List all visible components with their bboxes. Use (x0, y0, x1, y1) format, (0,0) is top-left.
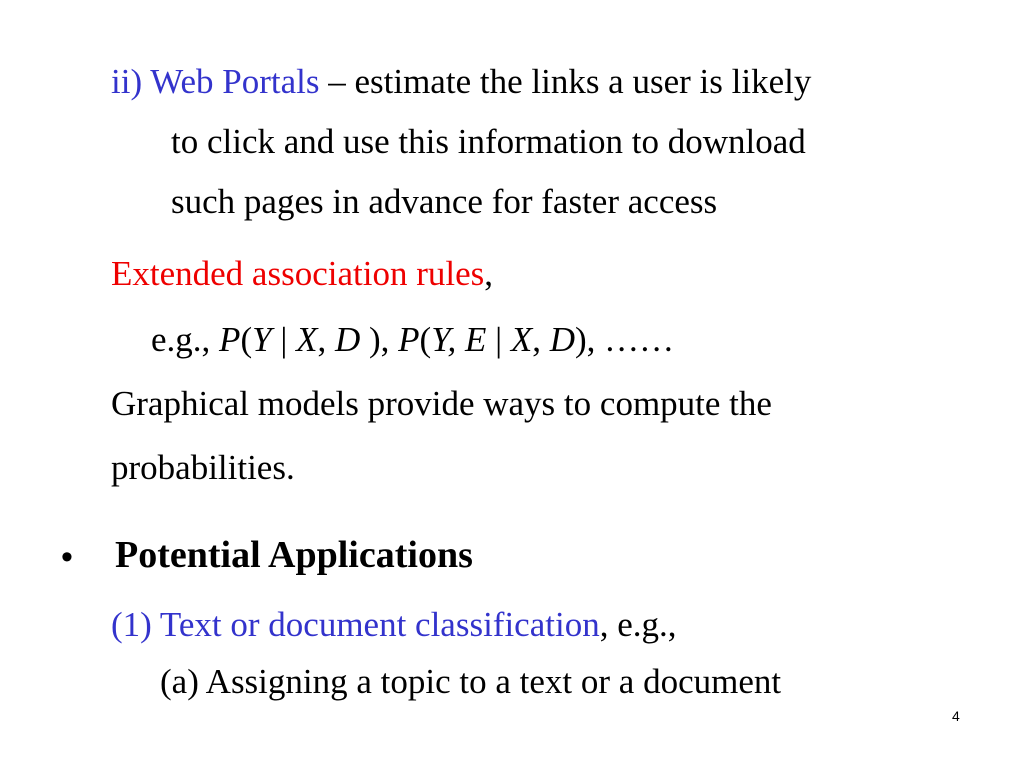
web-portals-line-1 (111, 62, 811, 102)
formula-x2: X (510, 320, 533, 359)
formula-p1: P (219, 320, 241, 359)
graphical-models-text-1: Graphical models provide ways to compute the (111, 384, 772, 423)
web-portals-line-2-text: to click and use this information to download (171, 122, 806, 161)
text-classification-line (111, 605, 677, 645)
formula-prefix: e.g., (151, 320, 220, 359)
formula-d2: D (549, 320, 576, 359)
web-portals-line-3-text: such pages in advance for faster access (171, 182, 718, 221)
formula-d1: D (334, 320, 361, 359)
topic-assignment-line (160, 662, 781, 702)
potential-applications-heading: Potential Applications (115, 534, 473, 576)
extended-rules-line (111, 254, 493, 294)
extended-rules-term: Extended association rules (111, 254, 485, 293)
extended-rules-comma: , (484, 254, 493, 293)
formula-y2: Y, E (431, 320, 487, 359)
topic-assignment-text: (a) Assigning a topic to a text or a document (160, 662, 782, 701)
web-portals-line-3 (171, 182, 717, 222)
formula-bar2: | (486, 320, 511, 359)
formula-bar1: | (271, 320, 297, 359)
web-portals-term: Web Portals (150, 62, 320, 101)
formula-open2: ( (419, 320, 432, 359)
web-portals-label: ii) (111, 62, 143, 101)
web-portals-line-2 (171, 122, 806, 162)
formula-sep1: , (317, 320, 335, 359)
formula-close1: ), (360, 320, 399, 359)
text-classification-rest: , e.g., (599, 605, 677, 644)
formula-p2: P (398, 320, 420, 359)
web-portals-dash: – (319, 62, 355, 101)
formula-x1: X (296, 320, 318, 359)
formula-open1: ( (240, 320, 253, 359)
graphical-models-text-2: probabilities. (111, 448, 295, 487)
page-number: 4 (952, 708, 960, 724)
graphical-models-line-2 (111, 448, 295, 488)
formula-line (151, 320, 674, 360)
web-portals-line-1-text: estimate the links a user is likely (354, 62, 812, 101)
formula-close2: ), …… (575, 320, 675, 359)
formula-y1: Y (252, 320, 272, 359)
bullet-icon: • (61, 538, 73, 576)
text-classification-term: (1) Text or document classification (111, 605, 600, 644)
graphical-models-line-1 (111, 384, 772, 424)
formula-sep2: , (532, 320, 550, 359)
